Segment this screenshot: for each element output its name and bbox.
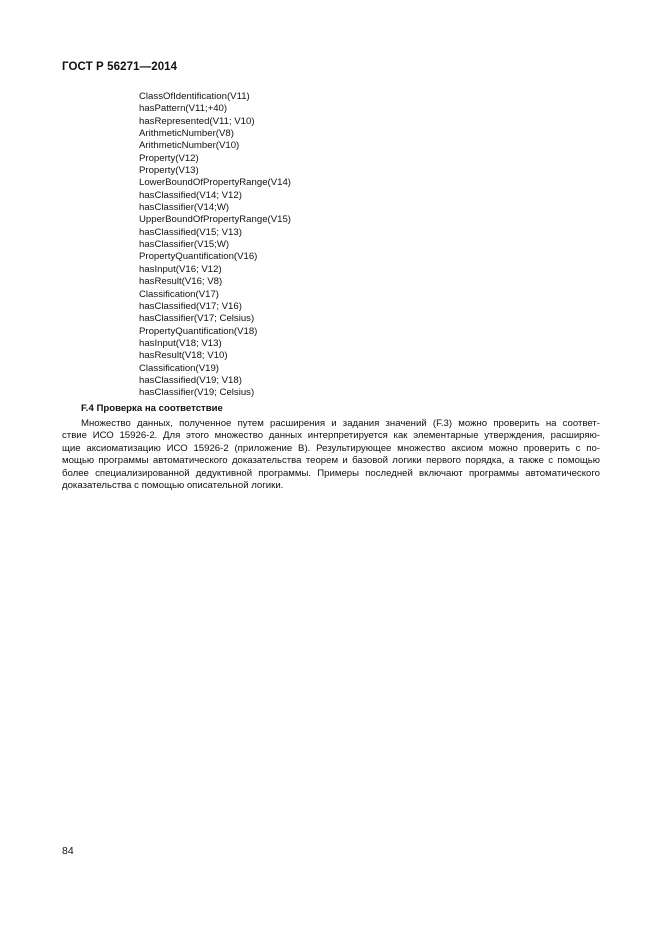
axiom-line: Property(V13) — [139, 165, 199, 177]
axiom-line: UpperBoundOfPropertyRange(V15) — [139, 214, 291, 226]
section-heading: F.4 Проверка на соответствие — [81, 403, 223, 414]
axiom-line: hasClassifier(V17; Celsius) — [139, 313, 255, 325]
axiom-line: hasInput(V18; V13) — [139, 337, 222, 349]
paragraph-line: более специализированной дедуктивной программы. Примеры последней включают программы автоматического — [62, 467, 600, 479]
axiom-line: hasClassified(V17; V16) — [139, 300, 242, 312]
axiom-list — [139, 91, 291, 400]
axiom-line: Classification(V17) — [139, 288, 219, 300]
axiom-line: hasInput(V16; V12) — [139, 263, 222, 275]
axiom-line: hasClassified(V14; V12) — [139, 189, 242, 201]
axiom-line: ArithmeticNumber(V8) — [139, 128, 234, 140]
paragraph-line: ствие ИСО 15926-2. Для этого множество данных интерпретируется как элементарные утверждения, расширяю- — [62, 430, 600, 442]
axiom-line: hasResult(V18; V10) — [139, 350, 228, 362]
axiom-line: hasClassifier(V14;W) — [139, 202, 230, 214]
axiom-line: LowerBoundOfPropertyRange(V14) — [139, 177, 291, 189]
axiom-line: hasRepresented(V11; V10) — [139, 115, 255, 127]
axiom-line: ArithmeticNumber(V10) — [139, 140, 240, 152]
paragraph-line: мощью программы автоматического доказательства теорем и базовой логики первого порядка, а также с помощью — [62, 455, 600, 467]
axiom-line: ClassOfIdentification(V11) — [139, 91, 250, 102]
axiom-line: hasResult(V16; V8) — [139, 276, 223, 288]
axiom-line: hasClassified(V19; V18) — [139, 374, 242, 386]
axiom-line: hasClassifier(V15;W) — [139, 239, 230, 251]
paragraph-line: Множество данных, полученное путем расширения и задания значений (F.3) можно проверить на соответ- — [81, 418, 600, 429]
axiom-line: hasPattern(V11;+40) — [139, 103, 228, 115]
axiom-line: PropertyQuantification(V16) — [139, 251, 258, 263]
page-number: 84 — [62, 845, 74, 857]
paragraph-line: щие аксиоматизацию ИСО 15926-2 (приложение В). Результирующее множество аксиом можно проверить с по- — [62, 442, 600, 454]
axiom-line: hasClassifier(V19; Celsius) — [139, 387, 255, 399]
paragraph-line: доказательства с помощью описательной логики. — [62, 480, 284, 492]
axiom-line: Property(V12) — [139, 152, 199, 164]
section-paragraph — [62, 418, 600, 492]
document-header: ГОСТ Р 56271—2014 — [62, 61, 178, 73]
axiom-line: Classification(V19) — [139, 362, 219, 374]
axiom-line: PropertyQuantification(V18) — [139, 325, 258, 337]
axiom-line: hasClassified(V15; V13) — [139, 226, 242, 238]
